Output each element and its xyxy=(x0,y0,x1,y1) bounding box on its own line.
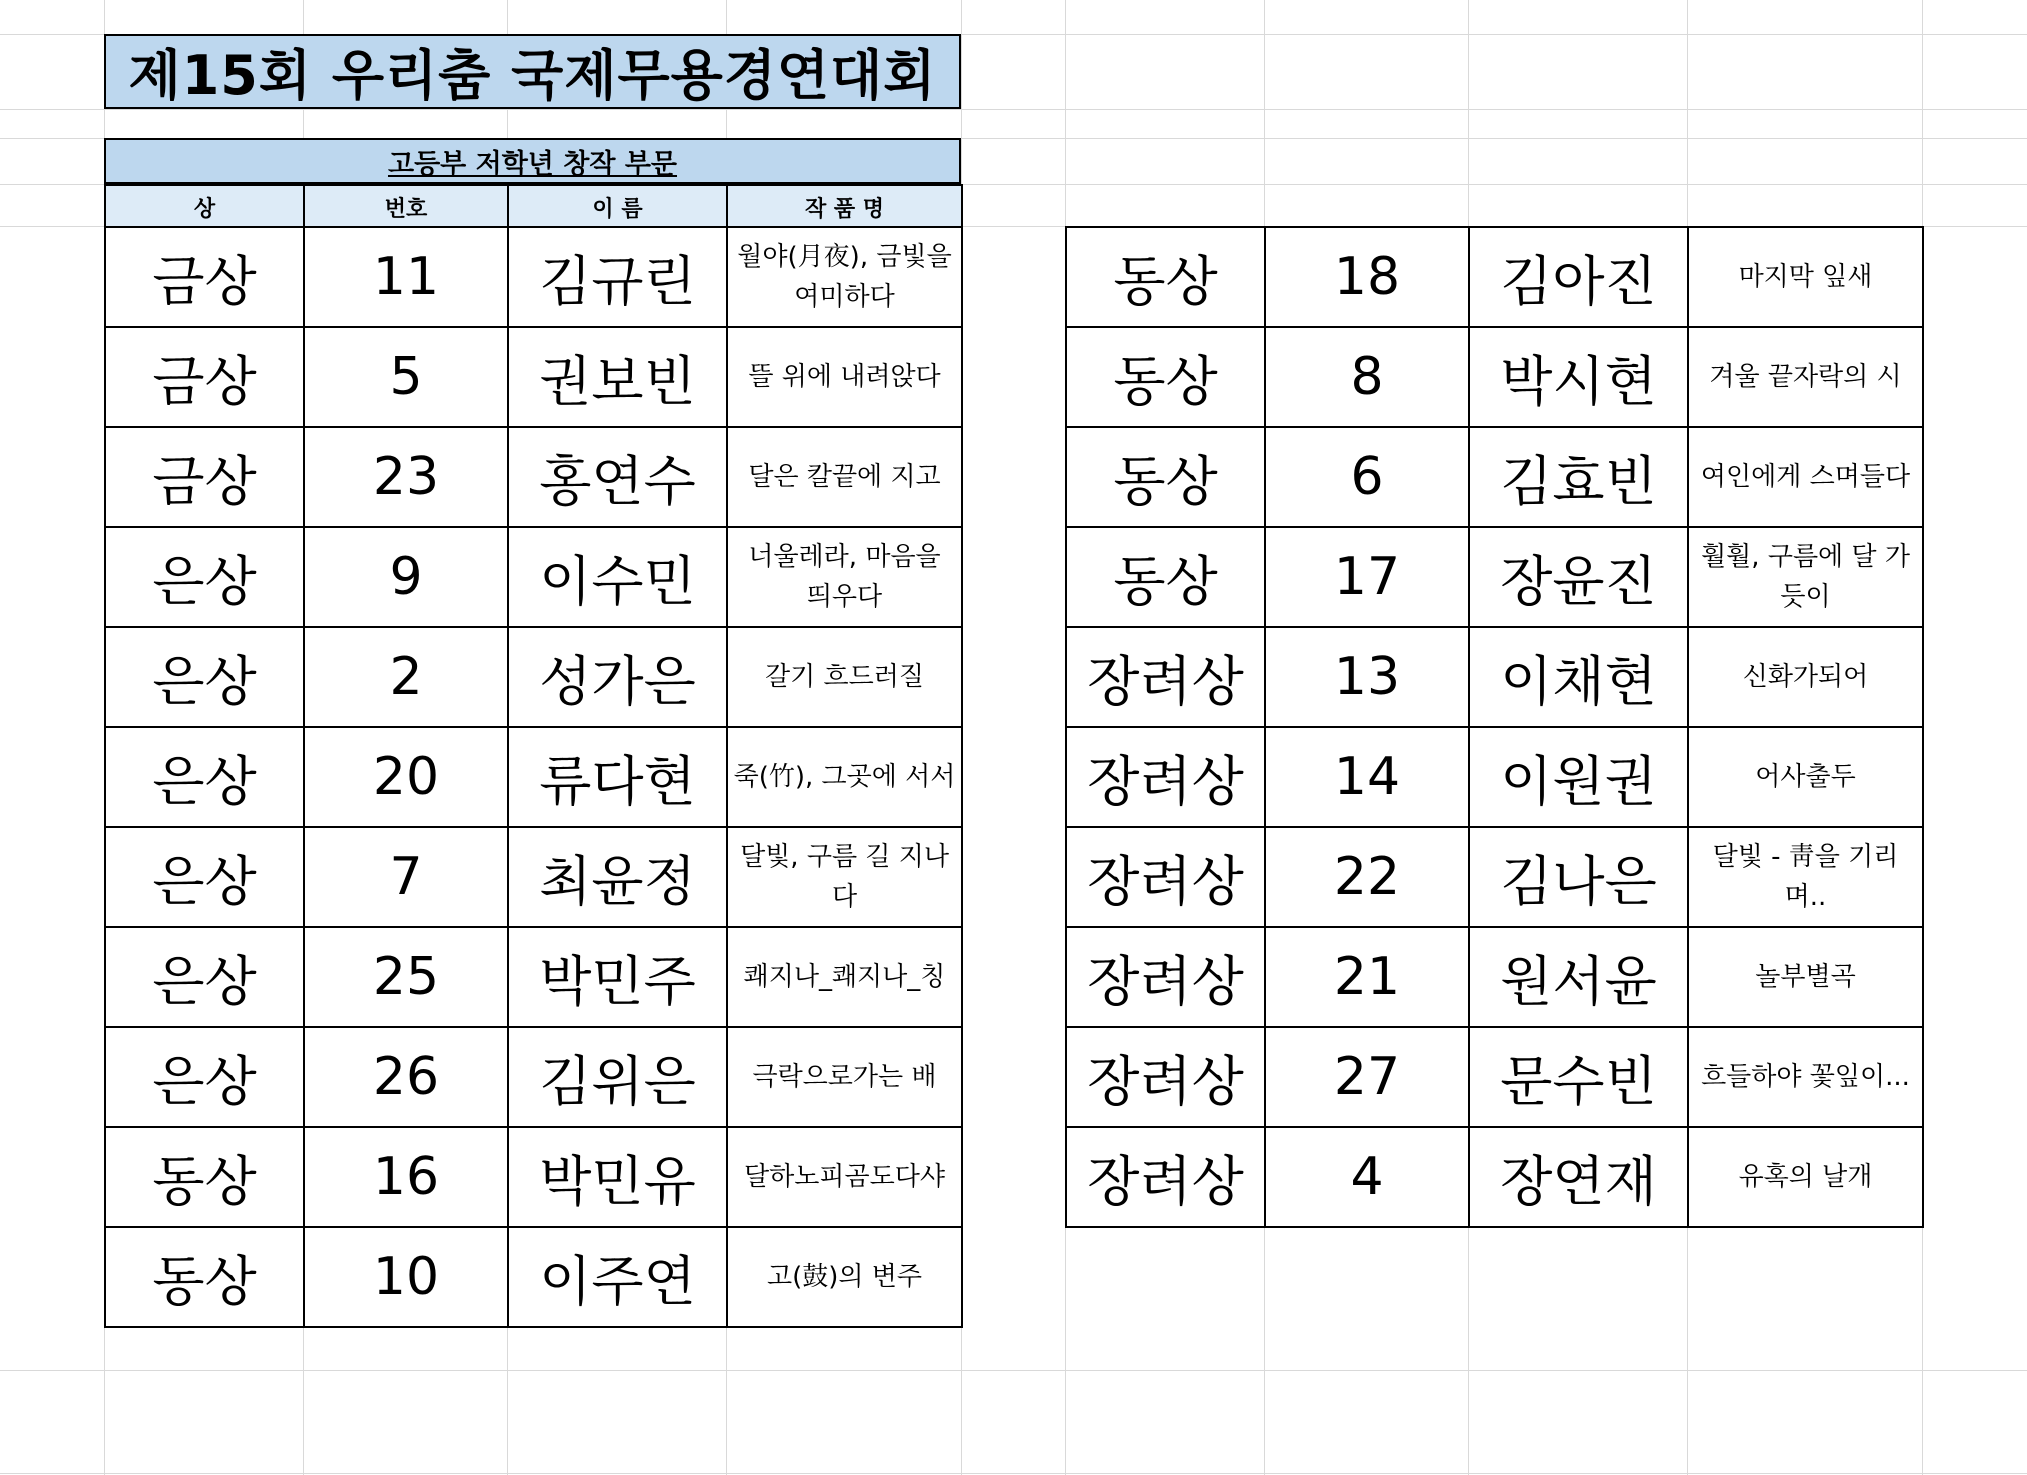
name-cell[interactable]: 최윤정 xyxy=(508,827,727,927)
name-cell[interactable]: 박시현 xyxy=(1469,327,1688,427)
work-cell[interactable]: 죽(竹), 그곳에 서서 xyxy=(727,727,962,827)
work-cell[interactable]: 너울레라, 마음을 띄우다 xyxy=(727,527,962,627)
table-row xyxy=(1066,427,1923,527)
number-cell[interactable]: 16 xyxy=(304,1127,508,1227)
header-name: 이 름 xyxy=(508,185,727,229)
work-cell[interactable]: 놀부별곡 xyxy=(1688,927,1923,1027)
number-cell[interactable]: 9 xyxy=(304,527,508,627)
work-cell[interactable]: 극락으로가는 배 xyxy=(727,1027,962,1127)
name-cell[interactable]: 김아진 xyxy=(1469,227,1688,327)
name-cell[interactable]: 류다현 xyxy=(508,727,727,827)
table-row xyxy=(1066,827,1923,927)
name-cell[interactable]: 이원권 xyxy=(1469,727,1688,827)
number-cell[interactable]: 2 xyxy=(304,627,508,727)
header-number: 번호 xyxy=(304,185,508,229)
results-table-left xyxy=(104,226,963,1328)
name-cell[interactable]: 성가은 xyxy=(508,627,727,727)
table-row xyxy=(1066,1027,1923,1127)
number-cell[interactable]: 27 xyxy=(1265,1027,1469,1127)
section-title: 고등부 저학년 창작 부문 xyxy=(104,138,961,184)
award-cell[interactable]: 동상 xyxy=(1066,327,1265,427)
table-row xyxy=(105,827,962,927)
name-cell[interactable]: 이주연 xyxy=(508,1227,727,1327)
work-cell[interactable]: 쾌지나_쾌지나_칭 xyxy=(727,927,962,1027)
number-cell[interactable]: 4 xyxy=(1265,1127,1469,1227)
number-cell[interactable]: 23 xyxy=(304,427,508,527)
work-cell[interactable]: 겨울 끝자락의 시 xyxy=(1688,327,1923,427)
work-cell[interactable]: 훨훨, 구름에 달 가듯이 xyxy=(1688,527,1923,627)
number-cell[interactable]: 10 xyxy=(304,1227,508,1327)
table-row xyxy=(105,1227,962,1327)
work-cell[interactable]: 월야(月夜), 금빛을 여미하다 xyxy=(727,227,962,327)
number-cell[interactable]: 7 xyxy=(304,827,508,927)
number-cell[interactable]: 13 xyxy=(1265,627,1469,727)
name-cell[interactable]: 김규린 xyxy=(508,227,727,327)
award-cell[interactable]: 장려상 xyxy=(1066,827,1265,927)
number-cell[interactable]: 6 xyxy=(1265,427,1469,527)
name-cell[interactable]: 이수민 xyxy=(508,527,727,627)
award-cell[interactable]: 은상 xyxy=(105,927,304,1027)
table-row xyxy=(105,1127,962,1227)
work-cell[interactable]: 갈기 흐드러질 xyxy=(727,627,962,727)
name-cell[interactable]: 김나은 xyxy=(1469,827,1688,927)
table-row xyxy=(1066,527,1923,627)
work-cell[interactable]: 흐들하야 꽃잎이... xyxy=(1688,1027,1923,1127)
work-cell[interactable]: 달빛, 구름 길 지나다 xyxy=(727,827,962,927)
table-row xyxy=(105,327,962,427)
number-cell[interactable]: 11 xyxy=(304,227,508,327)
work-cell[interactable]: 신화가되어 xyxy=(1688,627,1923,727)
number-cell[interactable]: 8 xyxy=(1265,327,1469,427)
name-cell[interactable]: 장윤진 xyxy=(1469,527,1688,627)
table-row xyxy=(105,227,962,327)
award-cell[interactable]: 장려상 xyxy=(1066,627,1265,727)
award-cell[interactable]: 동상 xyxy=(1066,227,1265,327)
name-cell[interactable]: 권보빈 xyxy=(508,327,727,427)
award-cell[interactable]: 금상 xyxy=(105,227,304,327)
table-row xyxy=(105,427,962,527)
name-cell[interactable]: 김효빈 xyxy=(1469,427,1688,527)
number-cell[interactable]: 26 xyxy=(304,1027,508,1127)
award-cell[interactable]: 은상 xyxy=(105,827,304,927)
number-cell[interactable]: 5 xyxy=(304,327,508,427)
award-cell[interactable]: 금상 xyxy=(105,427,304,527)
award-cell[interactable]: 금상 xyxy=(105,327,304,427)
table-row xyxy=(1066,227,1923,327)
header-award: 상 xyxy=(105,185,304,229)
work-cell[interactable]: 여인에게 스며들다 xyxy=(1688,427,1923,527)
award-cell[interactable]: 은상 xyxy=(105,727,304,827)
award-cell[interactable]: 은상 xyxy=(105,1027,304,1127)
award-cell[interactable]: 장려상 xyxy=(1066,1127,1265,1227)
name-cell[interactable]: 박민주 xyxy=(508,927,727,1027)
award-cell[interactable]: 장려상 xyxy=(1066,927,1265,1027)
header-work: 작 품 명 xyxy=(727,185,962,229)
table-row xyxy=(1066,627,1923,727)
table-row xyxy=(105,527,962,627)
table-row xyxy=(105,627,962,727)
award-cell[interactable]: 은상 xyxy=(105,627,304,727)
number-cell[interactable]: 25 xyxy=(304,927,508,1027)
work-cell[interactable]: 뜰 위에 내려앉다 xyxy=(727,327,962,427)
work-cell[interactable]: 고(鼓)의 변주 xyxy=(727,1227,962,1327)
name-cell[interactable]: 원서윤 xyxy=(1469,927,1688,1027)
award-cell[interactable]: 장려상 xyxy=(1066,1027,1265,1127)
table-row xyxy=(1066,727,1923,827)
work-cell[interactable]: 달은 칼끝에 지고 xyxy=(727,427,962,527)
number-cell[interactable]: 14 xyxy=(1265,727,1469,827)
award-cell[interactable]: 동상 xyxy=(1066,427,1265,527)
award-cell[interactable]: 장려상 xyxy=(1066,727,1265,827)
award-cell[interactable]: 동상 xyxy=(1066,527,1265,627)
results-table-right xyxy=(1065,226,1924,1228)
column-header-row xyxy=(104,184,963,230)
name-cell[interactable]: 김위은 xyxy=(508,1027,727,1127)
name-cell[interactable]: 이채현 xyxy=(1469,627,1688,727)
award-cell[interactable]: 은상 xyxy=(105,527,304,627)
work-cell[interactable]: 달빛 - 靑을 기리며.. xyxy=(1688,827,1923,927)
award-cell[interactable]: 동상 xyxy=(105,1127,304,1227)
number-cell[interactable]: 17 xyxy=(1265,527,1469,627)
number-cell[interactable]: 22 xyxy=(1265,827,1469,927)
name-cell[interactable]: 박민유 xyxy=(508,1127,727,1227)
work-cell[interactable]: 마지막 잎새 xyxy=(1688,227,1923,327)
number-cell[interactable]: 18 xyxy=(1265,227,1469,327)
work-cell[interactable]: 어사출두 xyxy=(1688,727,1923,827)
table-row xyxy=(1066,327,1923,427)
table-row xyxy=(105,927,962,1027)
work-cell[interactable]: 달하노피곰도다샤 xyxy=(727,1127,962,1227)
name-cell[interactable]: 문수빈 xyxy=(1469,1027,1688,1127)
table-row xyxy=(105,1027,962,1127)
page-title: 제15회 우리춤 국제무용경연대회 xyxy=(104,34,961,109)
name-cell[interactable]: 홍연수 xyxy=(508,427,727,527)
number-cell[interactable]: 21 xyxy=(1265,927,1469,1027)
award-cell[interactable]: 동상 xyxy=(105,1227,304,1327)
table-row xyxy=(1066,1127,1923,1227)
number-cell[interactable]: 20 xyxy=(304,727,508,827)
table-row xyxy=(1066,927,1923,1027)
table-row xyxy=(105,727,962,827)
work-cell[interactable]: 유혹의 날개 xyxy=(1688,1127,1923,1227)
name-cell[interactable]: 장연재 xyxy=(1469,1127,1688,1227)
